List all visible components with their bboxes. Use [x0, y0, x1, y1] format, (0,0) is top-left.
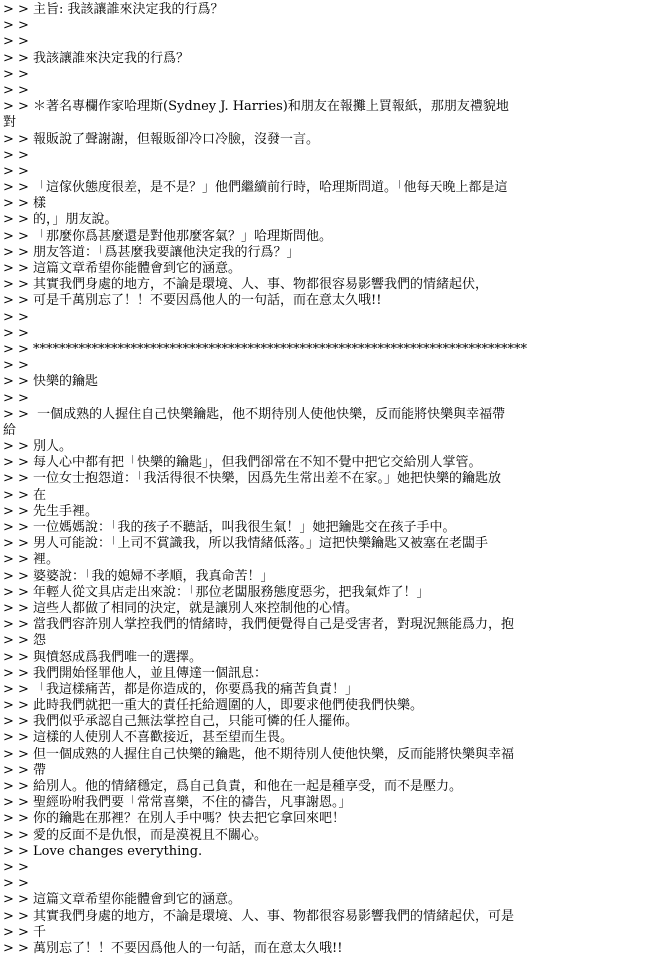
separator-line: > > **************************************************************************** — [3, 341, 528, 357]
text-line: > > 你的鑰匙在那裡？在別人手中嗎？快去把它拿回來吧！ — [3, 811, 346, 827]
text-line: > > 「這傢伙態度很差，是不是？」他們繼續前行時，哈理斯問道。「他每天晚上都是這 — [3, 180, 508, 196]
text-line: > > 可是千萬別忘了！！不要因爲他人的一句話，而在意太久哦!! — [3, 293, 382, 309]
text-line: > > 主旨: 我該讓誰來決定我的行爲？ — [3, 2, 224, 17]
text-line: > > 樣 — [3, 196, 47, 212]
text-line: > > 與憤怒成爲我們唯一的選擇。 — [3, 649, 203, 665]
text-line: > > 其實我們身處的地方，不論是環境、人、事、物都很容易影響我們的情緒起伏， — [3, 277, 489, 293]
text-line: > > 朋友答道：「爲甚麼我要讓他決定我的行爲？」 — [3, 244, 300, 260]
text-line: > > 我們似乎承認自己無法掌控自己，只能可憐的任人擺佈。 — [3, 714, 359, 730]
text-line: > > 男人可能說：「上司不賞識我，所以我情緒低落。」這把快樂鑰匙又被塞在老闆手 — [3, 536, 489, 552]
text-line: > > 這篇文章希望你能體會到它的涵意。 — [3, 892, 242, 908]
text-line: > > — [3, 82, 29, 98]
text-line: > > 這篇文章希望你能體會到它的涵意。 — [3, 261, 242, 276]
text-line: > > 一位媽媽說：「我的孩子不聽話，叫我很生氣！」她把鑰匙交在孩子手中。 — [3, 520, 456, 535]
text-line: > > 給別人。他的情緒穩定，爲自己負責，和他在一起是種享受，而不是壓力。 — [3, 779, 463, 794]
text-line: > > 年輕人從文具店走出來說：「那位老闆服務態度惡劣，把我氣炸了！」 — [3, 584, 430, 600]
text-line: > > — [3, 876, 29, 892]
email-body — [3, 2, 647, 957]
text-line: > > 別人。 — [3, 439, 73, 455]
text-line: > > 當我們容許別人掌控我們的情緒時，我們便覺得自己是受害者，對現況無能爲力，抱 — [3, 617, 515, 633]
text-line: > > — [3, 358, 29, 374]
text-line: > > 一個成熟的人握住自己快樂鑰匙，他不期待別人使他快樂，反而能將快樂與幸福帶 — [3, 406, 506, 422]
text-line: > > 愛的反面不是仇恨，而是漠視且不關心。 — [3, 827, 268, 843]
text-line: > > 我該讓誰來決定我的行爲？ — [3, 50, 190, 66]
section-title: > > 快樂的鑰匙 — [3, 374, 99, 390]
text-line: > > 千 — [3, 924, 47, 940]
text-line: > > 的，」朋友說。 — [3, 212, 118, 228]
text-line: > > Love changes everything. — [3, 843, 203, 859]
text-line: > > 此時我們就把一重大的責任托給週圍的人，即要求他們使我們快樂。 — [3, 698, 424, 714]
text-line: > > 一位女士抱怨道：「我活得很不快樂，因爲先生常出差不在家。」她把快樂的鑰匙放 — [3, 471, 502, 487]
text-line: > > 先生手裡。 — [3, 503, 99, 519]
text-line: > > ＊著名專欄作家哈理斯(Sydney J. Harries)和朋友在報攤上買報紙，那朋友禮貌地 — [3, 99, 509, 115]
text-line: > > 帶 — [3, 762, 47, 778]
text-line: > > 報販說了聲謝謝，但報販卻冷口冷臉，沒發一言。 — [3, 131, 320, 147]
text-line: > > 每人心中都有把「快樂的鑰匙」，但我們卻常在不知不覺中把它交給別人掌管。 — [3, 455, 482, 471]
text-line: > > — [3, 309, 29, 325]
text-line: > > — [3, 18, 29, 34]
text-line: > > 但一個成熟的人握住自己快樂的鑰匙，他不期待別人使他快樂，反而能將快樂與幸福 — [3, 746, 515, 762]
text-line: > > 怨 — [3, 633, 47, 649]
text-line: > > — [3, 390, 29, 406]
text-line: > > — [3, 163, 29, 179]
text-line: > > 其實我們身處的地方，不論是環境、人、事、物都很容易影響我們的情緒起伏，可是 — [3, 908, 515, 924]
text-line: > > 在 — [3, 487, 47, 503]
text-line: > > 聖經吩咐我們要「常常喜樂，不住的禱告，凡事謝恩。」 — [3, 795, 352, 811]
text-line: > > — [3, 66, 29, 82]
text-line: 給 — [3, 422, 17, 438]
text-line: > > 萬別忘了！！不要因爲他人的一句話，而在意太久哦!! — [3, 940, 343, 956]
text-line: > > — [3, 859, 29, 875]
text-line: > > — [3, 325, 29, 341]
text-line: > > 婆婆說：「我的媳婦不孝順，我真命苦！」 — [3, 568, 274, 584]
text-line: > > 「那麼你爲甚麼還是對他那麼客氣？」哈理斯問他。 — [3, 228, 333, 244]
text-line: > > 這樣的人使別人不喜歡接近，甚至望而生畏。 — [3, 730, 294, 746]
text-line: 對 — [3, 115, 17, 131]
text-line: > > 我們開始怪罪他人，並且傳達一個訊息： — [3, 665, 268, 681]
text-line: > > — [3, 147, 29, 163]
text-line: > > 「我這樣痛苦，都是你造成的，你要爲我的痛苦負責！」 — [3, 681, 359, 697]
text-line: > > — [3, 34, 29, 50]
text-line: > > 這些人都做了相同的決定，就是讓別人來控制他的心情。 — [3, 600, 359, 616]
text-line: > > 裡。 — [3, 552, 60, 568]
